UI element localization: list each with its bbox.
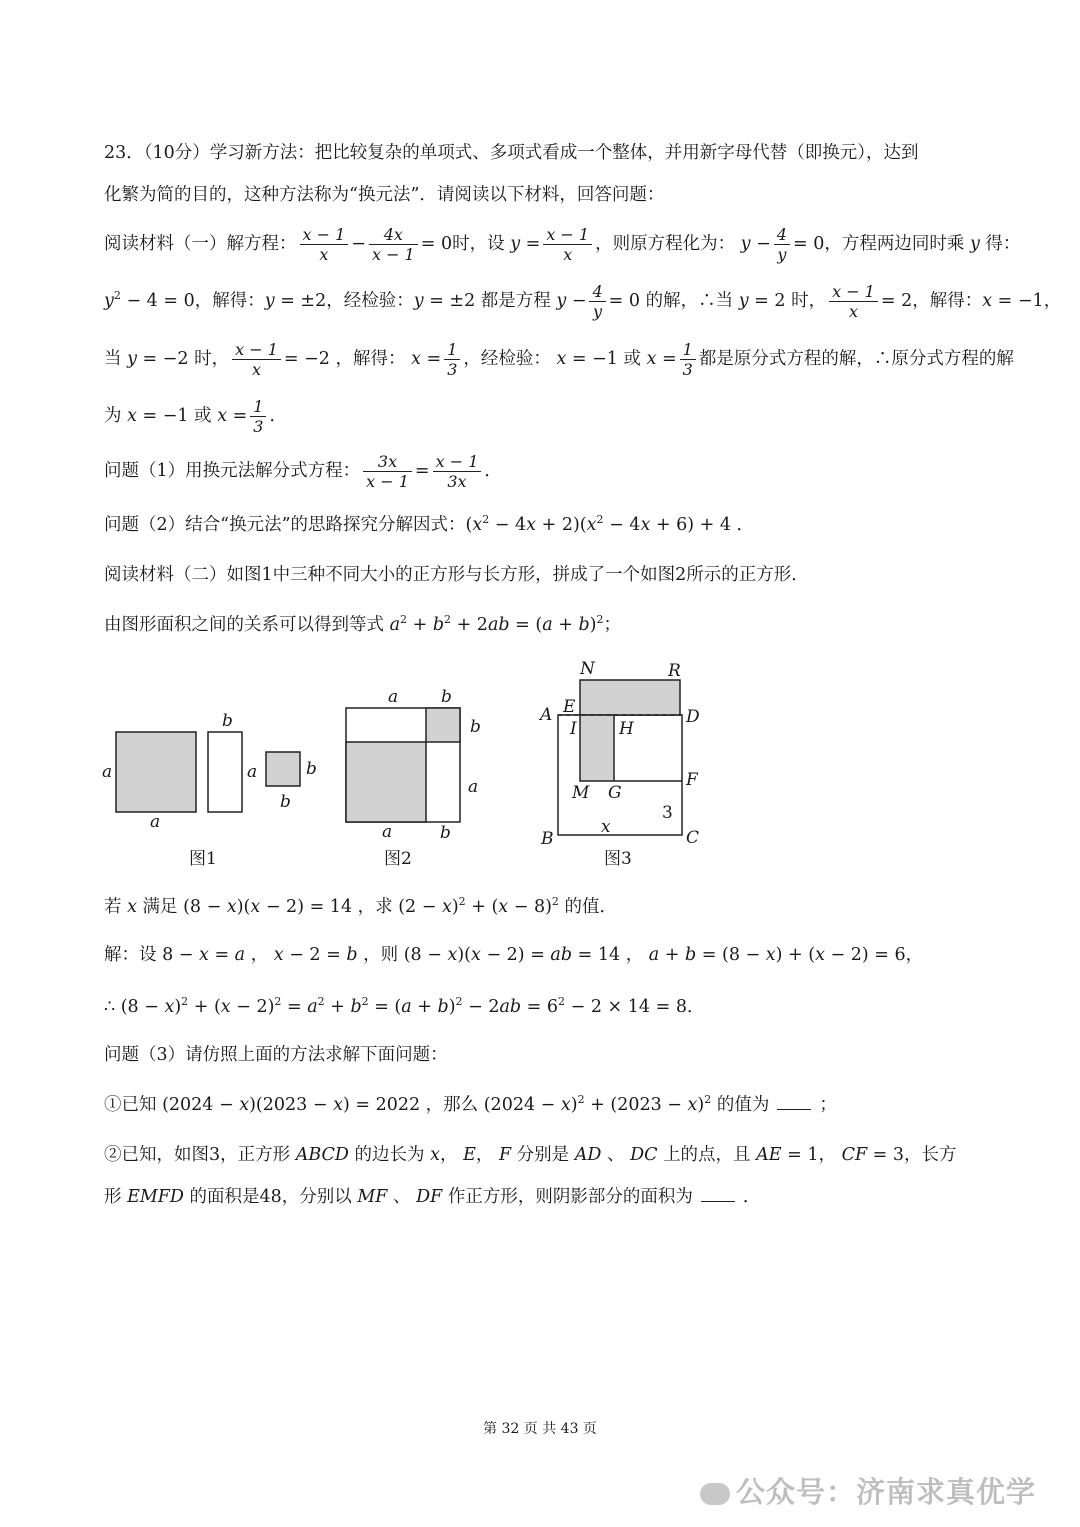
- text: ，解得：: [335, 349, 406, 369]
- text: ，则: [363, 945, 399, 965]
- fig3-label: M: [572, 783, 590, 803]
- text: 或: [623, 349, 641, 369]
- fig3-shaded-left: [580, 715, 614, 781]
- text: 上的点，且: [663, 1145, 751, 1165]
- fig2-big-square: [346, 742, 426, 822]
- text: 的值．: [564, 897, 617, 917]
- wechat-icon: [700, 1483, 730, 1505]
- text: 为: [104, 406, 122, 426]
- fig3-label: C: [686, 828, 700, 848]
- problem-intro-line1: 23．（10分）学习新方法：把比较复杂的单项式、多项式看成一个整体，并用新字母代替（即换元），达到: [104, 143, 919, 163]
- text: 的值为: [716, 1095, 770, 1115]
- text: ，则原方程化为：: [595, 234, 736, 254]
- fraction: $\frac{x - 1}{x}$: [232, 340, 281, 379]
- fig3-label: E: [563, 697, 576, 717]
- fraction: $\frac{4x}{x - 1}$: [369, 225, 418, 264]
- text: ①已知: [104, 1095, 157, 1115]
- fig2-label: b: [441, 687, 452, 707]
- fig3-shaded-top: [580, 680, 680, 715]
- fig2-label: a: [468, 777, 479, 797]
- watermark-text: 公众号：济南求真优学: [736, 1475, 1037, 1509]
- text: ，那么: [425, 1095, 479, 1115]
- fig1-label: b: [306, 759, 317, 779]
- question-1: 问题（1）用换元法解分式方程： $\frac{3x}{x - 1}$ = $\frac{x - 1}{3x}$ ．: [104, 452, 502, 491]
- text: ，长方: [904, 1145, 957, 1165]
- text: 形: [104, 1187, 122, 1207]
- fig2-label: a: [388, 687, 399, 707]
- fig2-caption: 图2: [384, 849, 412, 869]
- fraction: $\frac{x - 1}{x}$: [829, 282, 878, 321]
- text: 都是方程: [480, 291, 551, 311]
- fraction: $\frac{x - 1}{x}$: [543, 225, 592, 264]
- text: ，经检验：: [463, 349, 551, 369]
- text: 时，设: [452, 234, 505, 254]
- fig1-caption: 图1: [189, 849, 217, 869]
- fraction: $\frac{1}{3}$: [444, 340, 460, 379]
- text: 满足: [142, 897, 178, 917]
- fraction: $\frac{1}{3}$: [680, 340, 696, 379]
- fig1-label: a: [102, 762, 113, 782]
- question-2: 问题（2）结合“换元法”的思路探究分解因式：$(x^2 - 4x + 2)(x^2 - 4x + 6) + 4$ ．: [104, 513, 755, 535]
- figures-svg: [96, 652, 736, 882]
- fig3-label: N: [580, 659, 595, 679]
- material2-line1: 阅读材料（二）如图1中三种不同大小的正方形与长方形，拼成了一个如图2所示的正方形．: [104, 565, 809, 585]
- answer-blank[interactable]: [777, 1093, 811, 1110]
- fig1-label: a: [247, 762, 258, 782]
- figure-3: [538, 659, 700, 869]
- fraction: $\frac{3x}{x - 1}$: [363, 452, 412, 491]
- fig3-label: H: [619, 719, 634, 739]
- material1-line2: $y^2 - 4 = 0$，解得：y = ±2，经检验：y = ±2 都是方程 y − $\frac{4}{y}$ = 0 的解，∴当 y = 2 时， $\frac{x - 1}{x}$ = 2，解得：x = −1，: [104, 282, 1062, 321]
- text: 的解，∴当: [645, 291, 734, 311]
- question-3-part2-line2: 形 EMFD 的面积是48，分别以 MF 、 DF 作正方形，则阴影部分的面积为 ．: [104, 1187, 761, 1207]
- text: ，: [250, 945, 269, 965]
- text: ，解得：: [912, 291, 983, 311]
- solution-line1: 解：设 8 − x = a ， x − 2 = b ，则 (8 − x)(x − 2) = ab = 14 ， a + b = (8 − x) + (x − 2) = 6，: [104, 945, 924, 965]
- text: 问题（1）用换元法解分式方程：: [104, 461, 361, 481]
- material1-line3: 当 y = −2 时， $\frac{x - 1}{x}$ = −2 ，解得： x = $\frac{1}{3}$ ，经检验： x = −1 或 x = $\frac{1}{3}$ 都是原分式方程的解，∴原分式方程的解: [104, 340, 1014, 379]
- example-line: 若 x 满足 (8 − x)(x − 2) = 14 ，求 $(2 - x)^2 + (x - 8)^2$ 的值．: [104, 895, 617, 917]
- text: 若: [104, 897, 122, 917]
- text: 解：设: [104, 945, 157, 965]
- fig2-label: b: [440, 823, 451, 843]
- text: 作正方形，则阴影部分的面积为: [447, 1187, 693, 1207]
- material2-line2: 由图形面积之间的关系可以得到等式 $a^2 + b^2 + 2ab = (a + b)^2$；: [104, 613, 621, 635]
- fig3-label: 3: [662, 803, 673, 823]
- text: 问题（2）结合“换元法”的思路探究分解因式：: [104, 515, 466, 535]
- fig1-label: a: [150, 812, 161, 832]
- fig3-label: I: [570, 719, 577, 739]
- fraction: $\frac{4}{y}$: [589, 282, 605, 321]
- answer-blank[interactable]: [701, 1185, 735, 1202]
- watermark: [700, 1470, 1036, 1511]
- figures-area: [96, 652, 736, 882]
- question-3-part1: ①已知 (2024 − x)(2023 − x) = 2022 ，那么 $(2024 - x)^2 + (2023 - x)^2$ 的值为 ；: [104, 1093, 837, 1115]
- text: ，方程两边同时乘: [824, 234, 965, 254]
- fraction: $\frac{4}{y}$: [774, 225, 790, 264]
- page-footer: 第 32 页 共 43 页: [483, 1421, 597, 1437]
- text: 分别是: [516, 1145, 570, 1165]
- question-3-part2-line1: ②已知，如图3，正方形 ABCD 的边长为 x， E， F 分别是 AD 、 DC 上的点，且 AE = 1， CF = 3，长方: [104, 1145, 957, 1165]
- text: ，解得：: [194, 291, 265, 311]
- fig3-label: x: [601, 817, 611, 837]
- text: 由图形面积之间的关系可以得到等式: [104, 615, 384, 635]
- text: 时，: [791, 291, 827, 311]
- fraction: $\frac{x - 1}{x}$: [300, 225, 349, 264]
- text: ，: [625, 945, 644, 965]
- text: 阅读材料（一）解方程：: [104, 234, 297, 254]
- fig3-label: R: [668, 661, 681, 681]
- fraction: $\frac{1}{3}$: [250, 397, 266, 436]
- text: ，求: [357, 897, 393, 917]
- question-3: 问题（3）请仿照上面的方法求解下面问题：: [104, 1045, 448, 1065]
- fig2-label: a: [382, 822, 393, 842]
- solution-line2: ∴ $(8 - x)^2 + (x - 2)^2 = a^2 + b^2 = (a + b)^2 - 2ab = 6^2 - 2 \times 14 = 8$．: [104, 995, 705, 1017]
- fig3-caption: 图3: [604, 849, 632, 869]
- text: 都是原分式方程的解，∴原分式方程的解: [698, 349, 1014, 369]
- fig2-label: b: [470, 717, 481, 737]
- text: 时，: [194, 349, 230, 369]
- fig3-label: B: [541, 829, 554, 849]
- text: ②已知，如图3，正方形: [104, 1145, 291, 1165]
- fig3-label: G: [608, 783, 622, 803]
- figure-2: [346, 687, 481, 869]
- fig3-label: D: [686, 707, 700, 727]
- text: 或: [194, 406, 212, 426]
- text: ，经检验：: [326, 291, 414, 311]
- fig2-small-square: [426, 708, 460, 742]
- fig1-label: b: [222, 711, 233, 731]
- fig1-rectangle: [208, 732, 242, 812]
- fraction: $\frac{x - 1}{3x}$: [433, 452, 482, 491]
- material1-line1: 阅读材料（一）解方程： $\frac{x - 1}{x}$ − $\frac{4x}{x - 1}$ = 0时，设 y = $\frac{x - 1}{x}$ ，则原方程化为： y − $\frac{4}{y}$ = 0，方程两边同时乘 y 得：: [104, 225, 1021, 264]
- fig3-label: A: [540, 705, 553, 725]
- text: 得：: [985, 234, 1021, 254]
- text: 当: [104, 349, 122, 369]
- text: 的面积是48，分别以: [189, 1187, 352, 1207]
- material1-line4: 为 x = −1 或 x = $\frac{1}{3}$ ．: [104, 397, 287, 436]
- problem-intro-line2: 化繁为简的目的，这种方法称为“换元法”．请阅读以下材料，回答问题：: [104, 185, 665, 205]
- fig1-small-square: [266, 752, 300, 786]
- fig1-big-square: [116, 732, 196, 812]
- fig1-label: b: [280, 792, 291, 812]
- text: 的边长为: [354, 1145, 425, 1165]
- figure-1: [102, 711, 317, 869]
- fig3-label: F: [686, 770, 698, 790]
